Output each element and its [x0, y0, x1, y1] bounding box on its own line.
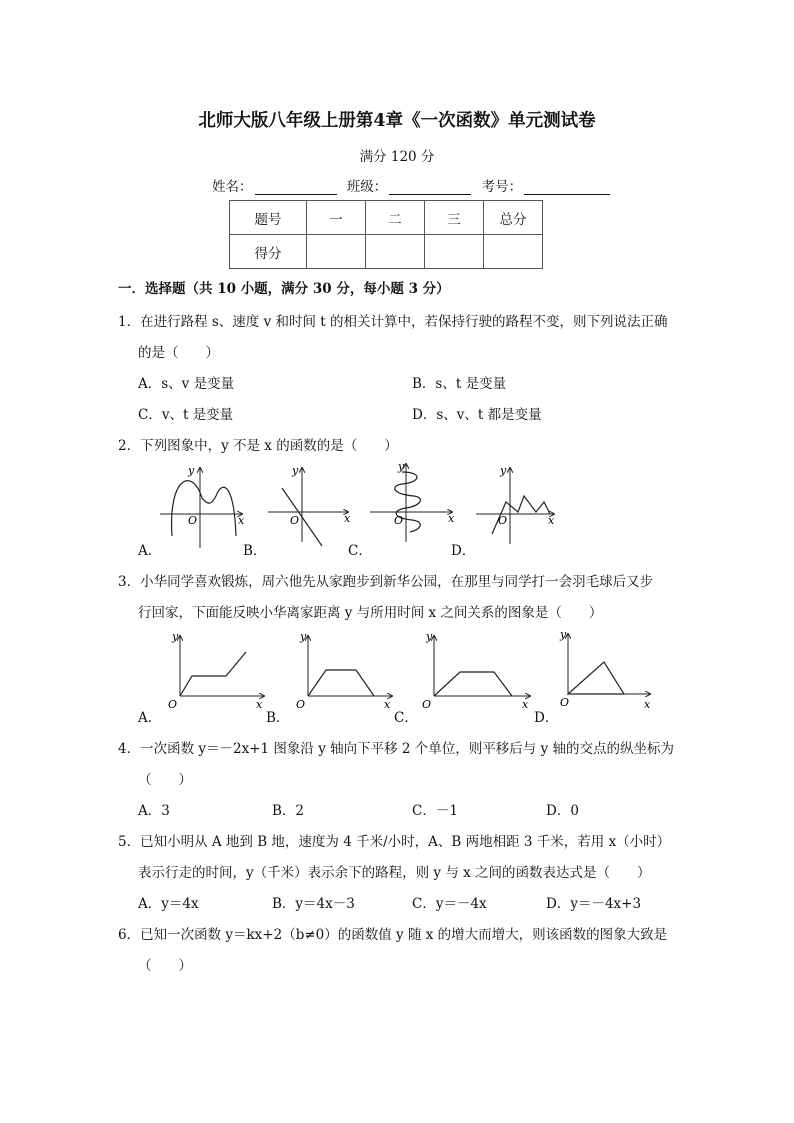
class-label: 班级： [346, 179, 388, 195]
curve [180, 652, 246, 696]
q5-stem-line1: 5．已知小明从 A 地到 B 地，速度为 4 千米/小时，A、B 两地相距 3 千米，若用 x（小时） [118, 834, 671, 850]
q3-graph-a [168, 630, 264, 711]
score-table [229, 200, 543, 269]
q5-option-d[interactable]: D．y＝－4x+3 [546, 896, 642, 912]
score-cell[interactable] [425, 235, 484, 269]
q3-graph-d [559, 628, 651, 711]
q1-option-c[interactable]: C．v、t 是变量 [138, 407, 234, 423]
page-title: 北师大版八年级上册第4章《一次函数》单元测试卷 [198, 111, 596, 131]
q2-option-a[interactable]: A． [138, 543, 162, 559]
q3-stem-line2: 行回家，下面能反映小华离家距离 y 与所用时间 x 之间关系的图象是（ ） [138, 605, 603, 621]
origin-label: O [290, 514, 300, 527]
q4-stem-line1: 4．一次函数 y＝－2x+1 图象沿 y 轴向下平移 2 个单位，则平移后与 y 轴的交点的纵坐标为 [118, 741, 674, 757]
q1-option-b[interactable]: B．s、t 是变量 [412, 376, 507, 392]
score-header-cell: 二 [366, 201, 425, 235]
q3-option-a[interactable]: A． [138, 710, 162, 726]
curve [308, 670, 374, 696]
full-score: 满分 120 分 [359, 149, 435, 165]
q2-graph-b [268, 464, 351, 546]
q4-option-c[interactable]: C．－1 [412, 803, 458, 819]
y-label: y [292, 464, 299, 477]
q2-graph-c [370, 460, 455, 542]
score-row-label: 得分 [230, 235, 307, 269]
x-label: x [548, 514, 555, 527]
x-label: x [448, 512, 455, 525]
q1-option-a[interactable]: A．s、v 是变量 [138, 376, 235, 392]
y-label: y [426, 630, 433, 643]
origin-label: O [168, 698, 178, 711]
q5-option-a[interactable]: A．y＝4x [138, 896, 199, 912]
x-label: x [522, 698, 529, 711]
x-label: x [256, 698, 263, 711]
origin-label: O [394, 514, 404, 527]
q5-stem-line2: 表示行走的时间，y（千米）表示余下的路程，则 y 与 x 之间的函数表达式是（ ） [138, 865, 651, 881]
class-blank[interactable] [389, 180, 471, 195]
y-label: y [300, 630, 307, 643]
curve [568, 662, 624, 694]
q3-option-b[interactable]: B． [266, 710, 290, 726]
q6-stem-line2: （ ） [138, 958, 192, 974]
q2-graph-a [160, 464, 245, 548]
x-label: x [238, 514, 245, 527]
origin-label: O [498, 514, 508, 527]
q2-graphs [130, 458, 690, 558]
score-cell[interactable] [484, 235, 543, 269]
q4-option-a[interactable]: A．3 [138, 803, 170, 819]
q1-option-d[interactable]: D．s、v、t 都是变量 [412, 407, 542, 423]
score-header-cell: 总分 [484, 201, 543, 235]
q4-option-b[interactable]: B．2 [272, 803, 305, 819]
q1-stem-line2: 的是（ ） [138, 345, 219, 361]
y-label: y [172, 630, 179, 643]
q3-option-d[interactable]: D． [534, 710, 559, 726]
score-table-score-row [230, 235, 543, 269]
curve [434, 672, 512, 696]
q4-option-d[interactable]: D．0 [546, 803, 579, 819]
q5-option-c[interactable]: C．y＝－4x [412, 896, 487, 912]
number-label: 考号： [481, 179, 523, 195]
x-label: x [644, 698, 651, 711]
x-label: x [344, 512, 351, 525]
curve [172, 481, 236, 536]
score-cell[interactable] [366, 235, 425, 269]
score-header-cell: 一 [307, 201, 366, 235]
origin-label: O [188, 514, 198, 527]
origin-label: O [560, 696, 570, 709]
q2-graph-d [476, 464, 555, 544]
score-header-cell: 三 [425, 201, 484, 235]
q3-graph-b [296, 630, 392, 711]
q6-stem-line1: 6．已知一次函数 y＝kx+2（b≠0）的函数值 y 随 x 的增大而增大，则该函数的图象大致是 [118, 927, 668, 943]
origin-label: O [422, 698, 432, 711]
score-table-header-row [230, 201, 543, 235]
y-label: y [398, 460, 405, 473]
number-blank[interactable] [524, 180, 610, 195]
section-heading: 一．选择题（共 10 小题，满分 30 分，每小题 3 分） [118, 281, 450, 297]
q4-stem-line2: （ ） [138, 772, 192, 788]
q2-option-c[interactable]: C． [348, 543, 372, 559]
y-label: y [560, 628, 567, 641]
q2-stem: 2．下列图象中，y 不是 x 的函数的是（ ） [118, 438, 398, 454]
name-label: 姓名： [212, 179, 253, 195]
q3-graph-c [422, 630, 530, 711]
x-label: x [384, 698, 391, 711]
q3-option-c[interactable]: C． [394, 710, 418, 726]
y-label: y [188, 464, 195, 477]
student-info [212, 175, 616, 195]
q2-option-b[interactable]: B． [243, 543, 267, 559]
score-header-cell: 题号 [230, 201, 307, 235]
origin-label: O [296, 698, 306, 711]
q3-stem-line1: 3．小华同学喜欢锻炼，周六他先从家跑步到新华公园，在那里与同学打一会羽毛球后又步 [118, 574, 654, 590]
y-label: y [500, 464, 507, 477]
q1-stem-line1: 1．在进行路程 s、速度 v 和时间 t 的相关计算中，若保持行驶的路程不变，则下列说法正确 [118, 314, 668, 330]
name-blank[interactable] [255, 180, 337, 195]
q5-option-b[interactable]: B．y＝4x－3 [272, 896, 355, 912]
q2-option-d[interactable]: D． [451, 543, 476, 559]
score-cell[interactable] [307, 235, 366, 269]
